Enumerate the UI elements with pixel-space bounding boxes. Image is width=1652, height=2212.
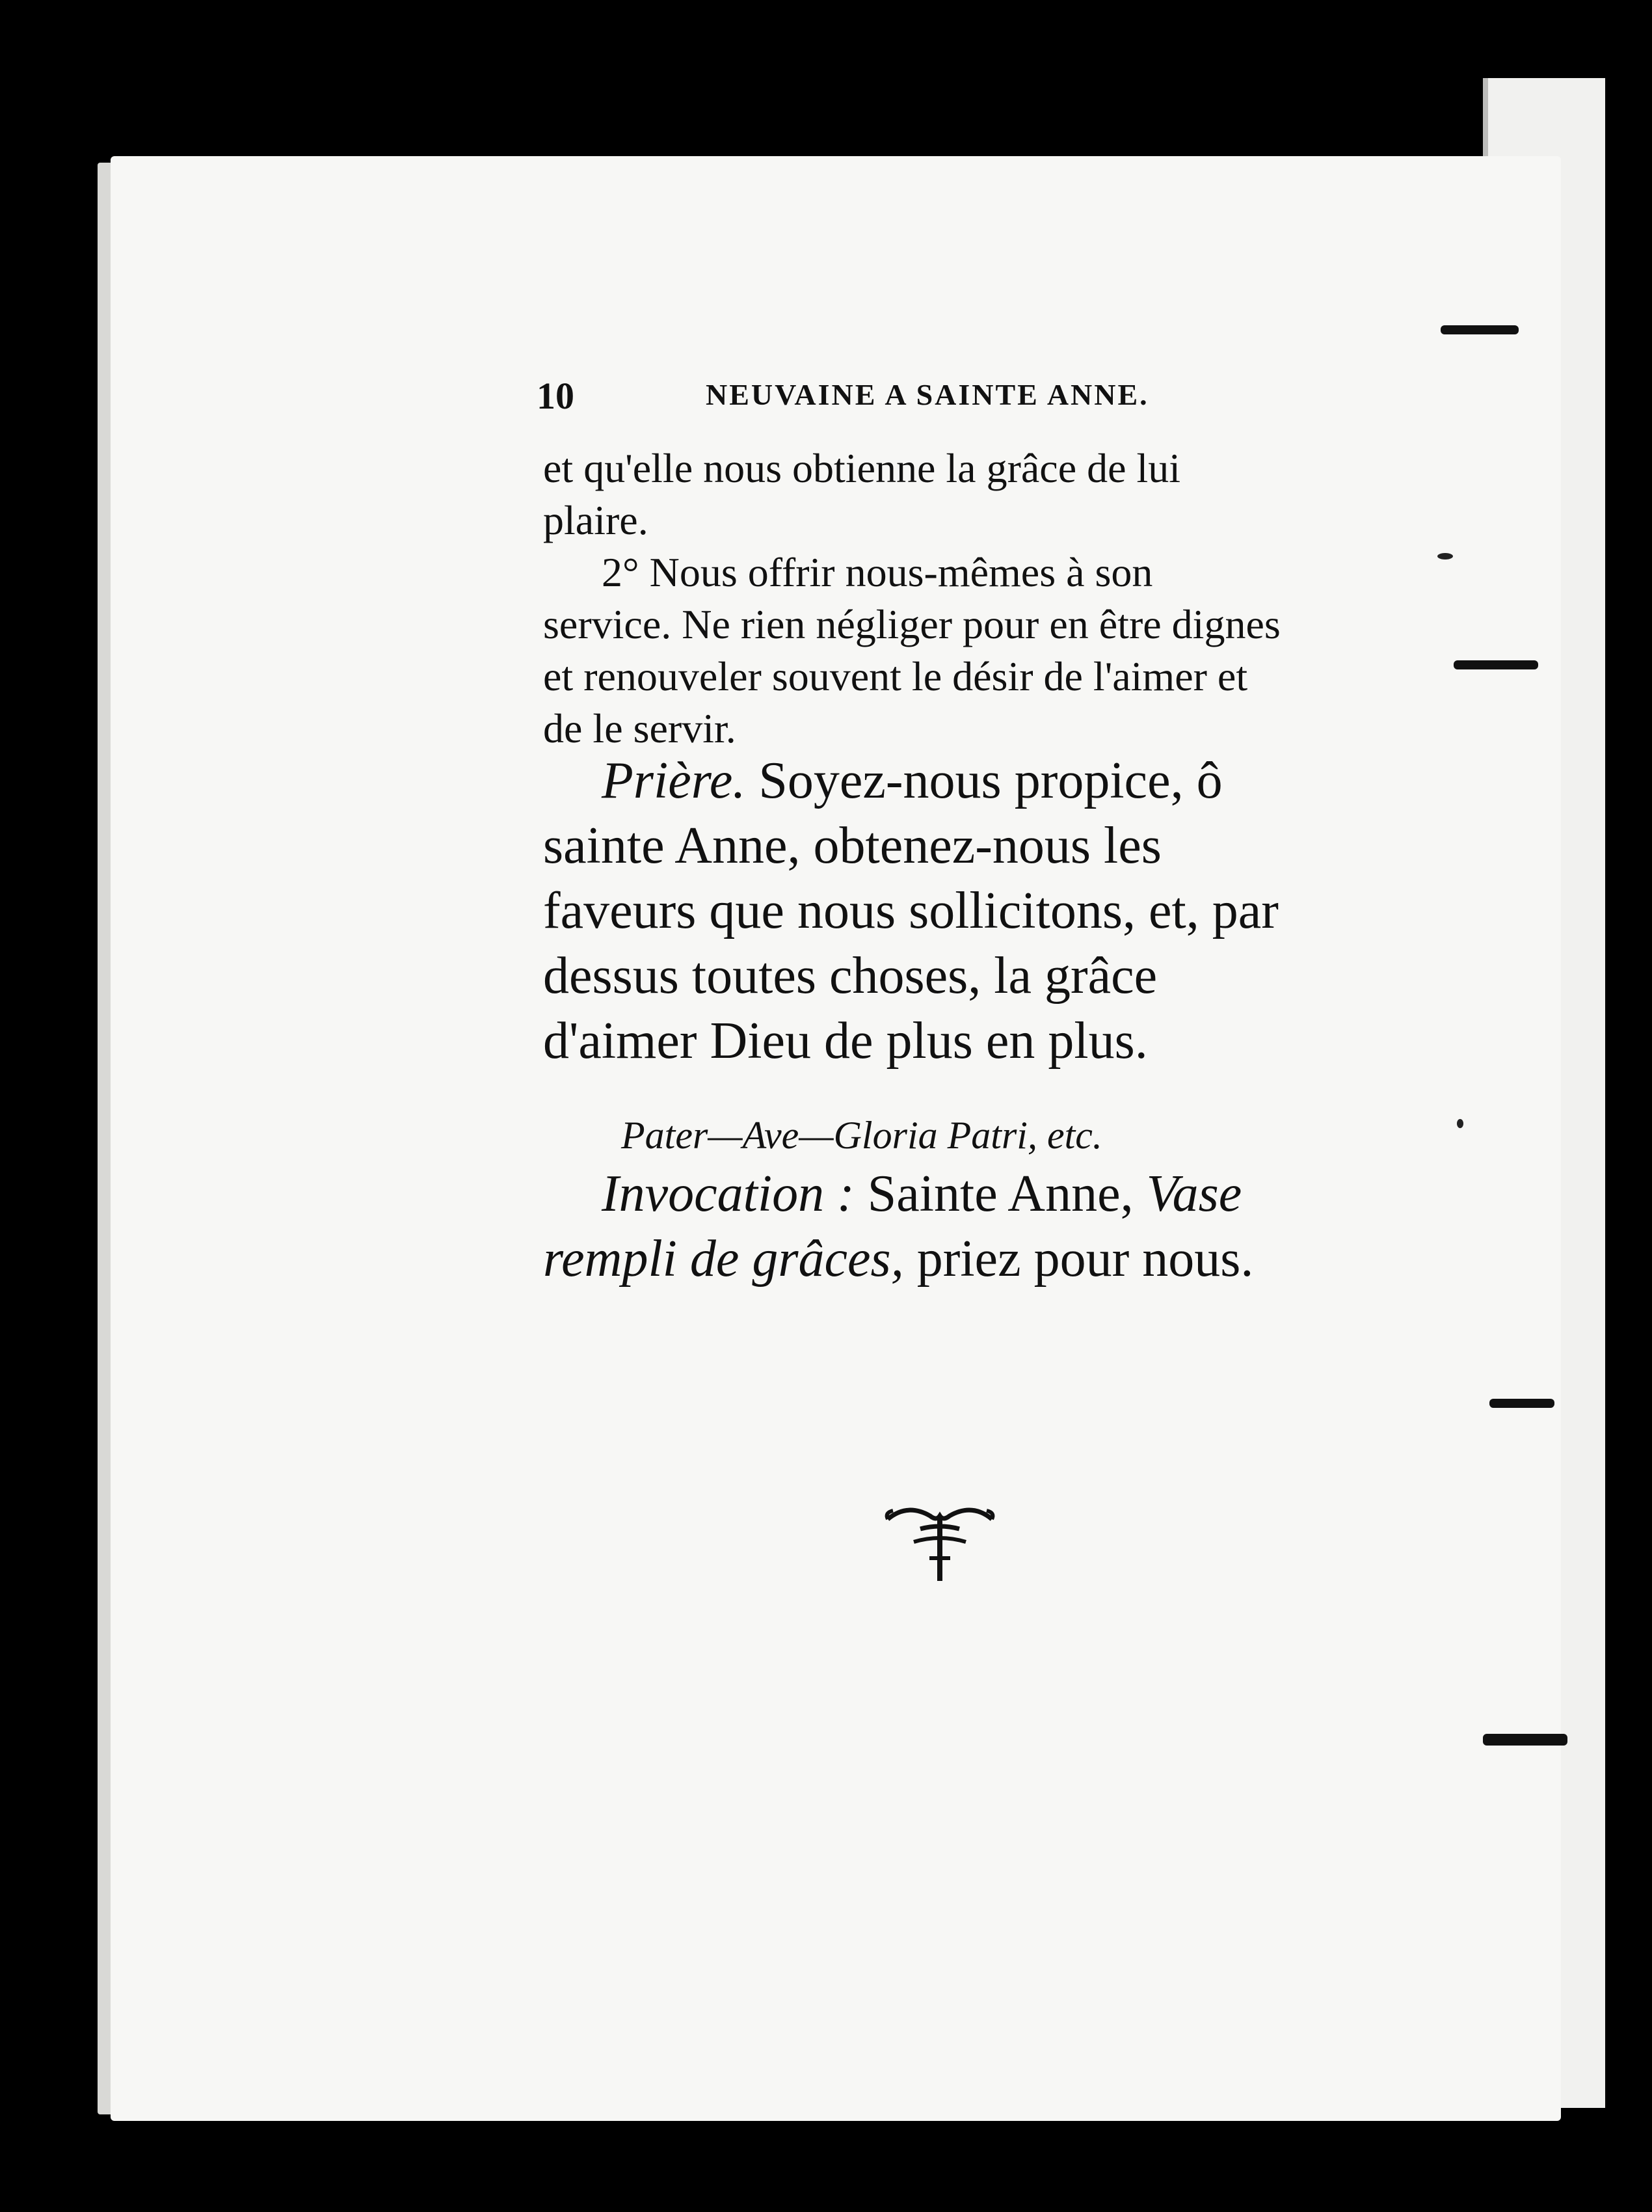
paragraph-continuation: et qu'elle nous obtienne la grâce de lui plaire. (543, 445, 1181, 543)
binding-thread (1454, 660, 1538, 669)
invocation-paragraph (543, 1161, 1291, 1291)
prayers-line: Pater—Ave—Gloria Patri, etc. (621, 1114, 1102, 1157)
binding-thread (1483, 1734, 1567, 1746)
spine-mark (1457, 1119, 1463, 1128)
fleuron-ornament-icon (875, 1496, 1005, 1587)
binding-thread (1489, 1399, 1554, 1408)
spine-mark (1437, 553, 1453, 560)
running-title: NEUVAINE A SAINTE ANNE. (706, 378, 1149, 411)
invocation-label: Invocation : (602, 1165, 855, 1222)
invocation-italic: Vase rempli de grâces, (543, 1165, 1242, 1288)
paragraph-second-point: 2° Nous offrir nous-mêmes à son service. Ne rien négliger pour en être dignes et renouveler souvent le désir de l'aimer et de le servir. (543, 549, 1281, 751)
invocation-text-start: Sainte Anne, (867, 1165, 1134, 1222)
priere-paragraph (543, 748, 1291, 1073)
binding-thread (1441, 325, 1519, 334)
invocation-text-end: priez pour nous. (916, 1230, 1254, 1288)
priere-label: Prière. (602, 752, 746, 809)
priere-text: Soyez-nous propice, ô sainte Anne, obtenez-nous les faveurs que nous sollicitons, et, par dessus toutes choses, la grâce d'aimer Dieu de plus en plus. (543, 752, 1279, 1070)
page-number: 10 (537, 375, 574, 417)
